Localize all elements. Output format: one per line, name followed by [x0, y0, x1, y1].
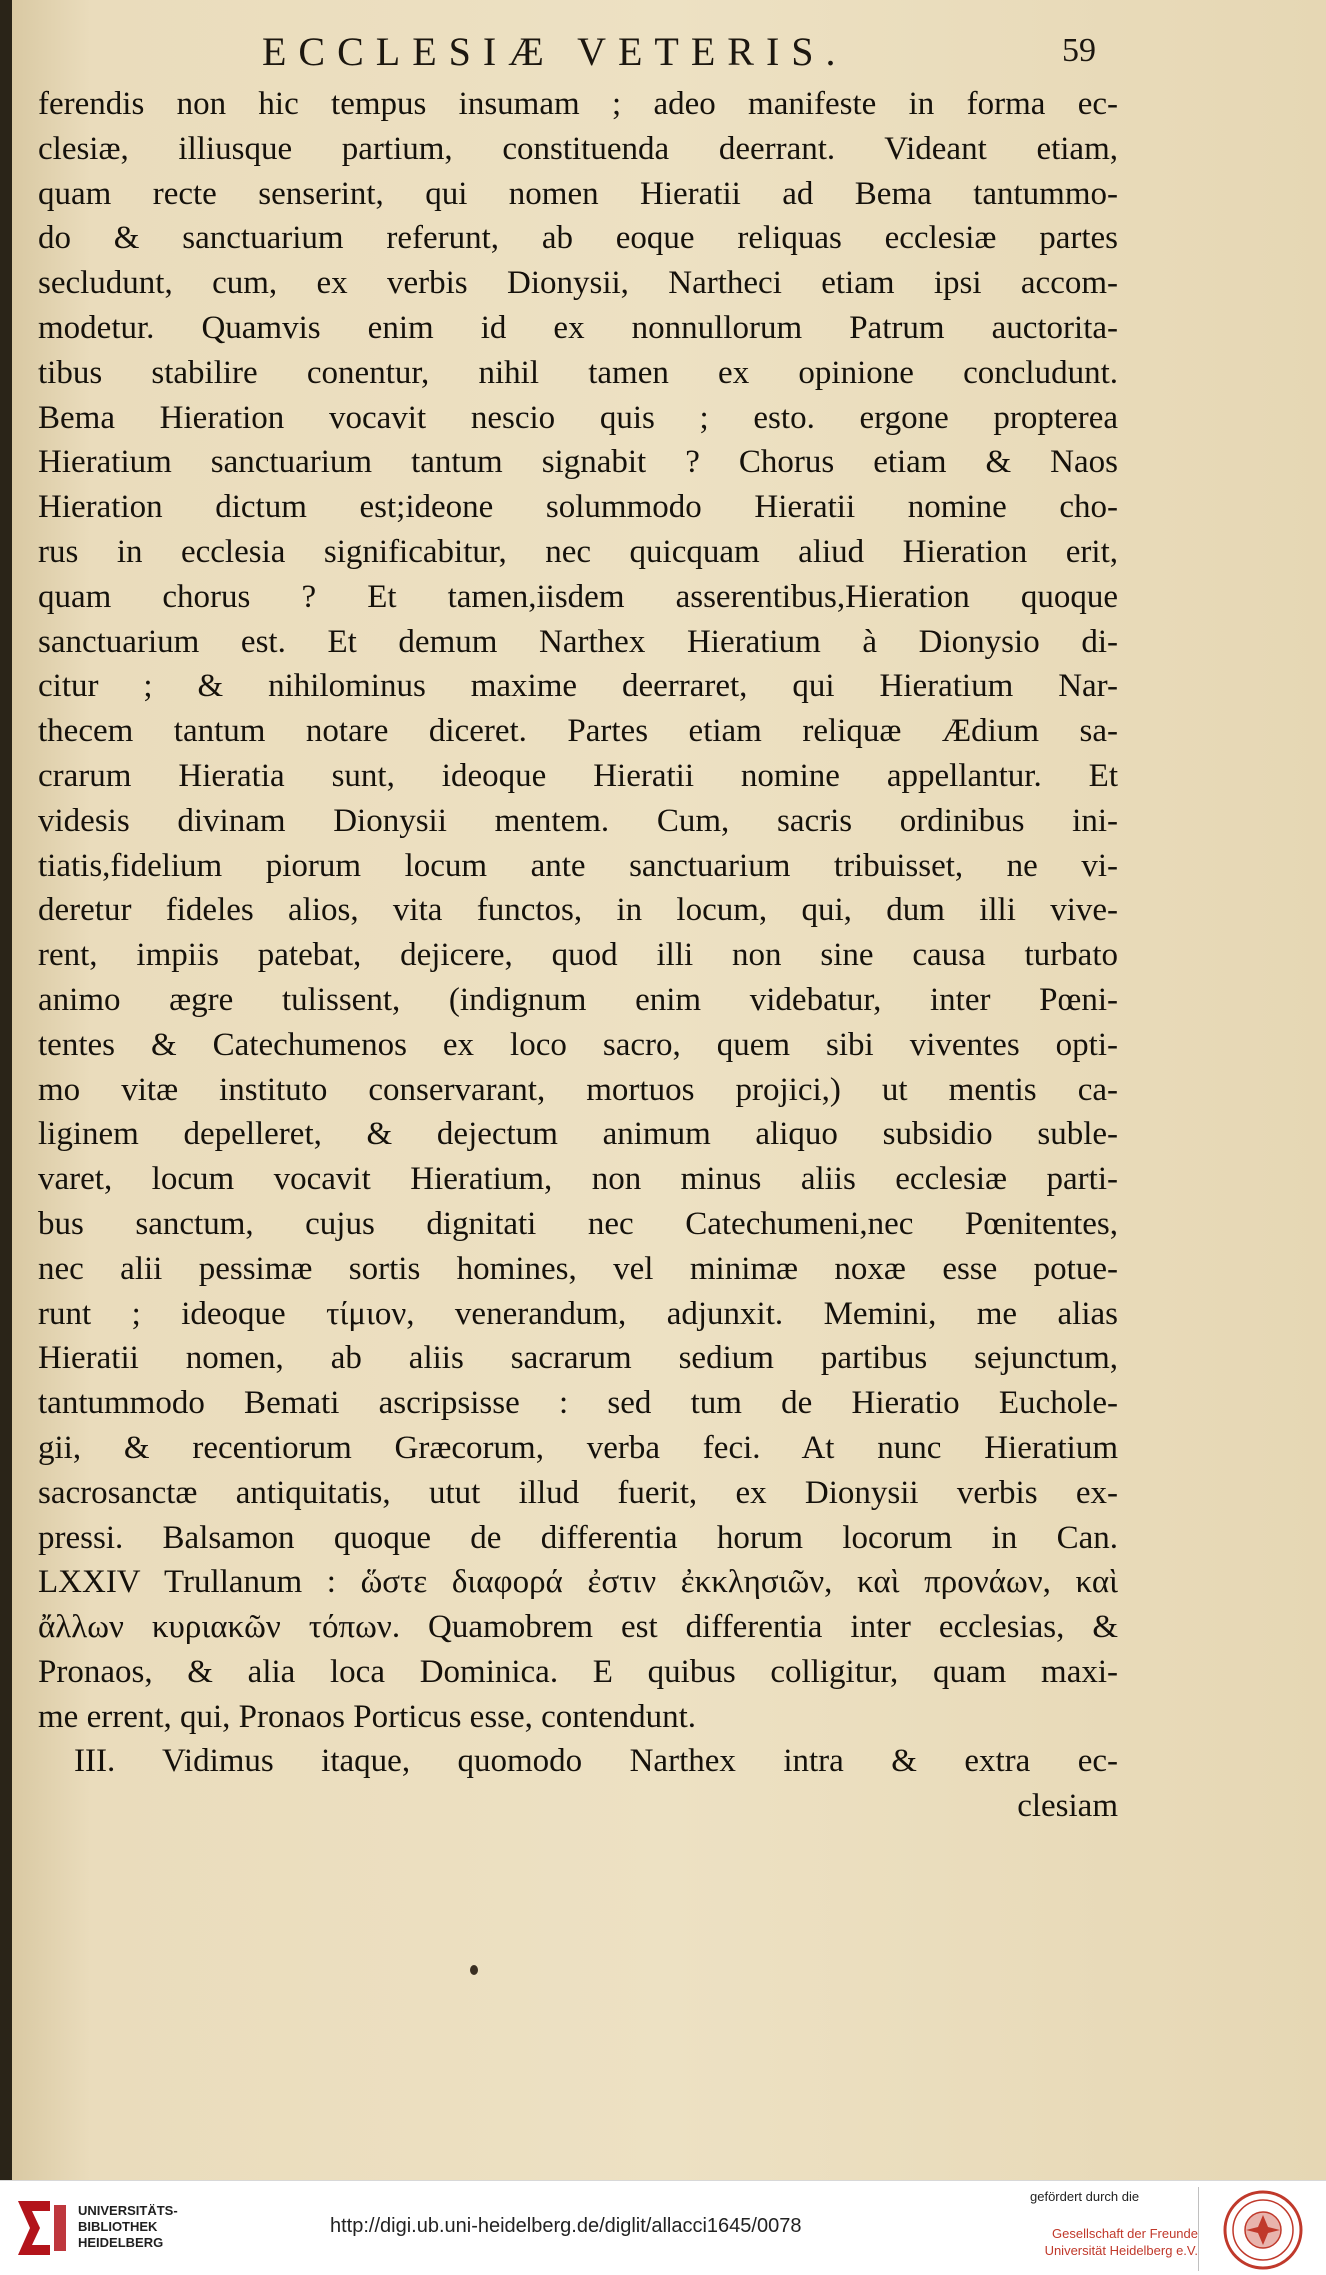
text-line: III. Vidimus itaque, quomodo Narthex intra & extra ec-	[74, 1743, 1118, 1780]
text-line: tentes & Catechumenos ex loco sacro, quem sibi viventes opti-	[38, 1026, 1118, 1063]
body-text	[38, 82, 1118, 1829]
page-paper	[12, 0, 1326, 2180]
text-line: Pronaos, & alia loca Dominica. E quibus colligitur, quam maxi-	[38, 1653, 1118, 1690]
text-line: tantummodo Bemati ascripsisse : sed tum de Hieratio Euchole-	[38, 1385, 1118, 1422]
divider	[1198, 2187, 1199, 2271]
text-line: ferendis non hic tempus insumam ; adeo manifeste in forma ec-	[38, 86, 1118, 122]
footer-bar	[0, 2180, 1326, 2275]
page-number: 59	[1062, 32, 1096, 69]
text-line: animo ægre tulissent, (indignum enim videbatur, inter Pœni-	[38, 981, 1118, 1018]
text-line: Hieratii nomen, ab aliis sacrarum sedium partibus sejunctum,	[38, 1340, 1118, 1377]
text-line: pressi. Balsamon quoque de differentia horum locorum in Can.	[38, 1519, 1118, 1556]
text-line: videsis divinam Dionysii mentem. Cum, sacris ordinibus ini-	[38, 802, 1118, 839]
text-line: sacrosanctæ antiquitatis, utut illud fuerit, ex Dionysii verbis ex-	[38, 1474, 1118, 1511]
text-line: tiatis,fidelium piorum locum ante sanctuarium tribuisset, ne vi-	[38, 847, 1118, 884]
university-seal-icon	[1220, 2189, 1306, 2271]
text-line: bus sanctum, cujus dignitati nec Catechumeni,nec Pœnitentes,	[38, 1205, 1118, 1242]
text-line: liginem depelleret, & dejectum animum aliquo subsidio suble-	[38, 1116, 1118, 1153]
text-line: mo vitæ instituto conservarant, mortuos projici,) ut mentis ca-	[38, 1071, 1118, 1108]
text-line: rent, impiis patebat, dejicere, quod illi non sine causa turbato	[38, 937, 1118, 974]
text-line: varet, locum vocavit Hieratium, non minus aliis ecclesiæ parti-	[38, 1161, 1118, 1198]
text-line: Bema Hieration vocavit nescio quis ; esto. ergone propterea	[38, 399, 1118, 436]
text-line: Hieration dictum est;ideone solummodo Hieratii nomine cho-	[38, 489, 1118, 526]
text-line: quam chorus ? Et tamen,iisdem asserentibus,Hieration quoque	[38, 578, 1118, 615]
text-line: crarum Hieratia sunt, ideoque Hieratii nomine appellantur. Et	[38, 757, 1118, 794]
text-line: secludunt, cum, ex verbis Dionysii, Nartheci etiam ipsi accom-	[38, 265, 1118, 302]
text-line: rus in ecclesia significabitur, nec quicquam aliud Hieration erit,	[38, 533, 1118, 570]
library-name: UNIVERSITÄTS- BIBLIOTHEK HEIDELBERG	[78, 2203, 178, 2250]
text-line: gii, & recentiorum Græcorum, verba feci. At nunc Hieratium	[38, 1429, 1118, 1466]
text-line: clesiæ, illiusque partium, constituenda deerrant. Videant etiam,	[38, 130, 1118, 167]
text-line: thecem tantum notare diceret. Partes etiam reliquæ Ædium sa-	[38, 713, 1118, 750]
text-line: LXXIV Trullanum : ὥστε διαφορά ἐστιν ἐκκλησιῶν, καὶ προνάων, καὶ	[38, 1564, 1118, 1601]
sponsor-name: Gesellschaft der Freunde Universität Heidelberg e.V.	[1044, 2226, 1198, 2258]
ink-speck	[470, 1965, 478, 1975]
text-line: ἄλλων κυριακῶν τόπων. Quamobrem est differentia inter ecclesias, &	[38, 1609, 1118, 1646]
text-line: runt ; ideoque τίμιον, venerandum, adjunxit. Memini, me alias	[38, 1295, 1118, 1332]
text-line: sanctuarium est. Et demum Narthex Hieratium à Dionysio di-	[38, 623, 1118, 660]
text-line: quam recte senserint, qui nomen Hieratii ad Bema tantummo-	[38, 175, 1118, 212]
catchword: clesiam	[1017, 1788, 1118, 1825]
running-header: ECCLESIÆ VETERIS.	[262, 29, 848, 74]
text-line: Hieratium sanctuarium tantum signabit ? Chorus etiam & Naos	[38, 444, 1118, 481]
text-line: citur ; & nihilominus maxime deerraret, qui Hieratium Nar-	[38, 668, 1118, 705]
binding-edge	[0, 0, 12, 2180]
text-line: do & sanctuarium referunt, ab eoque reliquas ecclesiæ partes	[38, 220, 1118, 257]
text-line: me errent, qui, Pronaos Porticus esse, contendunt.	[38, 1698, 697, 1735]
text-line: tibus stabilire conentur, nihil tamen ex opinione concludunt.	[38, 354, 1118, 391]
page-url[interactable]: http://digi.ub.uni-heidelberg.de/diglit/allacci1645/0078	[330, 2215, 802, 2237]
text-line: nec alii pessimæ sortis homines, vel minimæ noxæ esse potue-	[38, 1250, 1118, 1287]
text-line: modetur. Quamvis enim id ex nonnullorum Patrum auctorita-	[38, 309, 1118, 346]
university-library-logo-icon	[10, 2195, 72, 2261]
sponsor-label: gefördert durch die	[1030, 2189, 1140, 2204]
text-line: deretur fideles alios, vita functos, in locum, qui, dum illi vive-	[38, 892, 1118, 929]
